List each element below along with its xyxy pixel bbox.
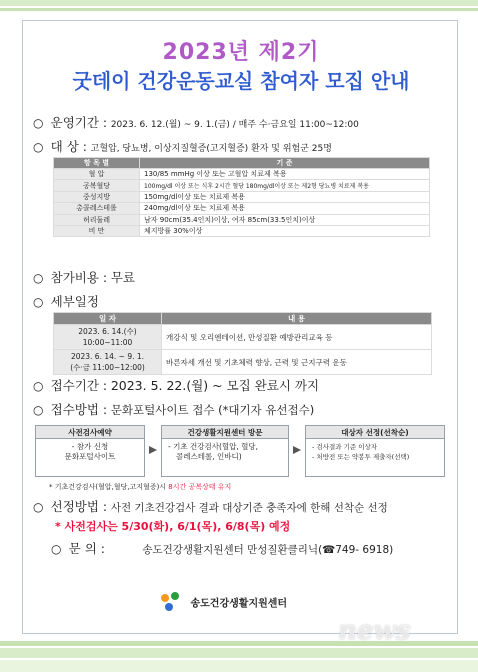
- flow-step-body: [36, 439, 144, 465]
- schedule-header-row: [54, 313, 432, 325]
- flow-step-line: - 참가 신청: [71, 442, 109, 451]
- table-row: [54, 214, 430, 225]
- circle-bullet-icon: ○: [33, 403, 44, 417]
- circle-bullet-icon: ○: [51, 542, 62, 556]
- fasting-note-emphasis: 8시간 공복상태 유지: [168, 483, 232, 491]
- criteria-standard: 체지방률 30%이상: [140, 225, 430, 236]
- flow-step-line: - 검사결과 기준 이상자: [312, 443, 378, 451]
- fasting-note-prefix: * 기초건강검사(혈압,혈당,고지혈증)시: [49, 483, 169, 491]
- schedule-header-content: 내 용: [162, 313, 432, 325]
- criteria-standard: 남자 90cm(35.4인치)이상, 여자 85cm(33.5인치)이상: [140, 214, 430, 225]
- flow-step-body: [162, 439, 288, 465]
- arrow-right-icon: [293, 446, 301, 454]
- criteria-header-standard: 기 준: [140, 158, 430, 169]
- fee-value: 무료: [110, 270, 135, 285]
- bottom-stripe-light: [0, 660, 478, 672]
- center-logo: [161, 592, 287, 612]
- flow-step-reservation: [35, 425, 145, 477]
- top-stripe-thin: [0, 8, 478, 11]
- fee-label: 참가비용 :: [50, 270, 108, 285]
- flow-step-line: 문화포털사이트: [64, 452, 116, 461]
- criteria-item: 공복혈당: [54, 180, 140, 191]
- flow-step-line: - 처방전 또는 약봉투 제출자(선택): [312, 453, 410, 461]
- operation-label: 운영기간 :: [50, 115, 108, 130]
- criteria-header-item: 항 목 별: [54, 158, 140, 169]
- top-stripe: [0, 0, 478, 6]
- criteria-item: 총콜레스테롤: [54, 203, 140, 214]
- criteria-standard: 240mg/dl이상 또는 치료제 복용: [140, 203, 430, 214]
- schedule-date: [54, 325, 162, 350]
- selection-value: 사전 기초건강검사 결과 대상기준 충족자에 한해 선착순 선정: [110, 502, 388, 514]
- selection-label: 선정방법 :: [50, 499, 108, 514]
- target-row: [33, 137, 332, 155]
- table-row: [54, 169, 430, 180]
- recruitment-poster: [22, 20, 458, 634]
- fasting-note: [49, 482, 231, 492]
- target-value: 고혈압, 당뇨병, 이상지질혈증(고지혈증) 환자 및 위험군 25명: [90, 144, 332, 154]
- criteria-item: 혈 압: [54, 169, 140, 180]
- table-row: [54, 180, 430, 191]
- bottom-stripe: [0, 648, 478, 658]
- schedule-date-line: 2023. 6. 14.(수): [78, 327, 137, 336]
- schedule-table: [53, 312, 432, 375]
- schedule-label: 세부일정: [50, 294, 99, 309]
- flow-step-line: 콜레스테롤, 인바디): [176, 452, 242, 461]
- inquiry-row: [51, 539, 393, 557]
- schedule-time-line: (수·금 11:00~12:00): [70, 363, 145, 372]
- table-row: [54, 203, 430, 214]
- poster-title-main: 굿데이 건강운동교실 참여자 모집 안내: [72, 69, 410, 93]
- circle-bullet-icon: ○: [33, 379, 44, 393]
- flow-step-selection: [305, 425, 445, 477]
- table-row: [54, 325, 432, 350]
- table-row: [54, 225, 430, 236]
- circle-bullet-icon: ○: [33, 500, 44, 514]
- inquiry-label: 문 의 :: [68, 541, 105, 556]
- circle-bullet-icon: ○: [33, 271, 44, 285]
- center-logo-icon: [161, 592, 181, 612]
- operation-row: [33, 113, 359, 131]
- schedule-date: [54, 350, 162, 375]
- operation-value: 2023. 6. 12.(월) ~ 9. 1.(금) / 매주 수·금요일 11:00~12:00: [110, 120, 359, 130]
- criteria-header-row: [54, 158, 430, 169]
- method-label: 접수방법 :: [50, 402, 108, 417]
- inquiry-value: 송도건강생활지원센터 만성질환클리닉(☎749- 6918): [142, 544, 394, 556]
- table-row: [54, 350, 432, 375]
- flow-step-title: 건강생활지원센터 방문: [162, 426, 288, 439]
- criteria-standard: 130/85 mmHg 이상 또는 고혈압 치료제 복용: [140, 169, 430, 180]
- schedule-content: 개강식 및 오리엔테이션, 만성질환 예방관리교육 등: [162, 325, 432, 350]
- flow-step-visit: [161, 425, 289, 477]
- pretest-schedule: * 사전검사는 5/30(화), 6/1(목), 6/8(목) 예정: [55, 520, 291, 533]
- circle-bullet-icon: ○: [33, 295, 44, 309]
- circle-bullet-icon: ○: [33, 140, 44, 154]
- schedule-date-line: 2023. 6. 14. ~ 9. 1.: [70, 352, 145, 361]
- criteria-item: 중성지방: [54, 191, 140, 202]
- table-row: [54, 191, 430, 202]
- poster-title-year: 2023년 제2기: [162, 40, 320, 65]
- news-watermark: news: [338, 616, 411, 646]
- criteria-standard: 100mg/dl 이상 또는 식후 2시간 혈당 180mg/dl이상 또는 제2형 당뇨병 치료제 복용: [140, 180, 430, 191]
- fee-row: [33, 268, 135, 286]
- flow-step-line: - 기초 건강검사(혈압, 혈당,: [168, 442, 259, 451]
- schedule-content: 바른자세 개선 및 기초체력 향상, 근력 및 근지구력 운동: [162, 350, 432, 375]
- reception-value: 2023. 5. 22.(월) ~ 모집 완료시 까지: [110, 378, 320, 393]
- schedule-header-date: 일 자: [54, 313, 162, 325]
- flow-step-body: [306, 439, 444, 465]
- method-value: 문화포털사이트 접수 (*대기자 유선접수): [110, 403, 315, 417]
- target-label: 대 상 :: [50, 139, 87, 154]
- reception-row: [33, 376, 319, 394]
- circle-bullet-icon: ○: [33, 116, 44, 130]
- method-row: [33, 400, 314, 418]
- flow-step-title: 사전검사예약: [36, 426, 144, 439]
- center-logo-name: 송도건강생활지원센터: [190, 598, 288, 610]
- arrow-right-icon: [149, 446, 157, 454]
- criteria-item: 허리둘레: [54, 214, 140, 225]
- criteria-standard: 150mg/dl이상 또는 치료제 복용: [140, 191, 430, 202]
- schedule-row: [33, 292, 99, 310]
- criteria-table: [53, 157, 430, 237]
- selection-row: [33, 497, 388, 515]
- reception-label: 접수기간 :: [50, 378, 108, 393]
- criteria-item: 비 만: [54, 225, 140, 236]
- flow-step-title: 대상자 선정(선착순): [306, 426, 444, 439]
- schedule-time-line: 10:00~11:00: [82, 338, 133, 347]
